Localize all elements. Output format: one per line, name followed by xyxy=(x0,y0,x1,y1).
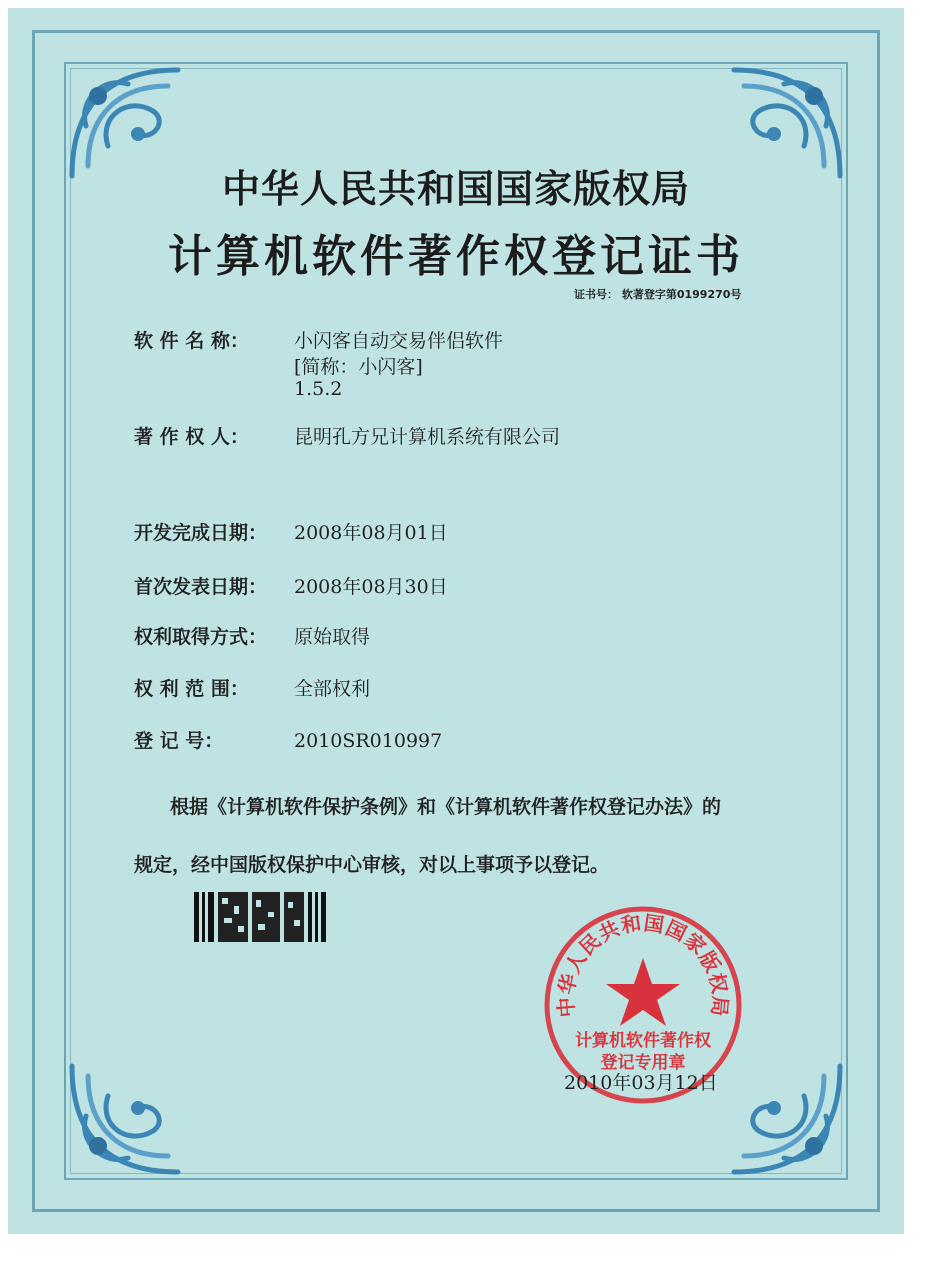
field-owner xyxy=(134,422,560,449)
field-label: 著 作 权 人： xyxy=(134,426,249,448)
field-registration-number xyxy=(134,726,442,753)
certificate-sheet xyxy=(8,8,904,1234)
field-value: 昆明孔方兄计算机系统有限公司 xyxy=(294,426,561,448)
field-version: 1.5.2 xyxy=(294,378,343,400)
field-value: 全部权利 xyxy=(294,678,371,700)
corner-ornament-icon xyxy=(58,1036,208,1186)
barcode-icon xyxy=(194,892,326,942)
certificate-number: 证书号： 软著登字第0199270号 xyxy=(574,288,742,301)
field-label: 开发完成日期： xyxy=(134,522,268,544)
field-value: 2008年08月30日 xyxy=(294,576,448,598)
field-label: 首次发表日期： xyxy=(134,576,268,598)
field-dev-date xyxy=(134,518,448,545)
seal-line-2: 登记专用章 xyxy=(600,1053,686,1073)
seal-ring-text: 中华人民共和国国家版权局 xyxy=(553,910,733,1019)
field-acquisition-method xyxy=(134,622,370,649)
field-short-name: [简称：小闪客] xyxy=(294,356,423,378)
field-label: 权利取得方式： xyxy=(134,626,268,648)
issue-date: 2010年03月12日 xyxy=(564,1072,718,1094)
field-label: 登 记 号： xyxy=(134,730,224,752)
field-value: 2008年08月01日 xyxy=(294,522,448,544)
field-label: 权 利 范 围： xyxy=(134,678,249,700)
field-value: 2010SR010997 xyxy=(294,730,443,752)
field-value: 小闪客自动交易伴侣软件 xyxy=(294,330,504,352)
field-software-name xyxy=(134,326,503,353)
field-value: 原始取得 xyxy=(294,626,371,648)
certificate-title: 计算机软件著作权登记证书 xyxy=(168,231,744,282)
body-line-2: 规定，经中国版权保护中心审核，对以上事项予以登记。 xyxy=(134,854,610,876)
field-rights-scope xyxy=(134,674,370,701)
body-line-1: 根据《计算机软件保护条例》和《计算机软件著作权登记办法》的 xyxy=(170,796,722,818)
seal-line-1: 计算机软件著作权 xyxy=(575,1031,711,1051)
field-label: 软 件 名 称： xyxy=(134,330,249,352)
field-pub-date xyxy=(134,572,448,599)
issuer-title: 中华人民共和国国家版权局 xyxy=(221,166,690,211)
